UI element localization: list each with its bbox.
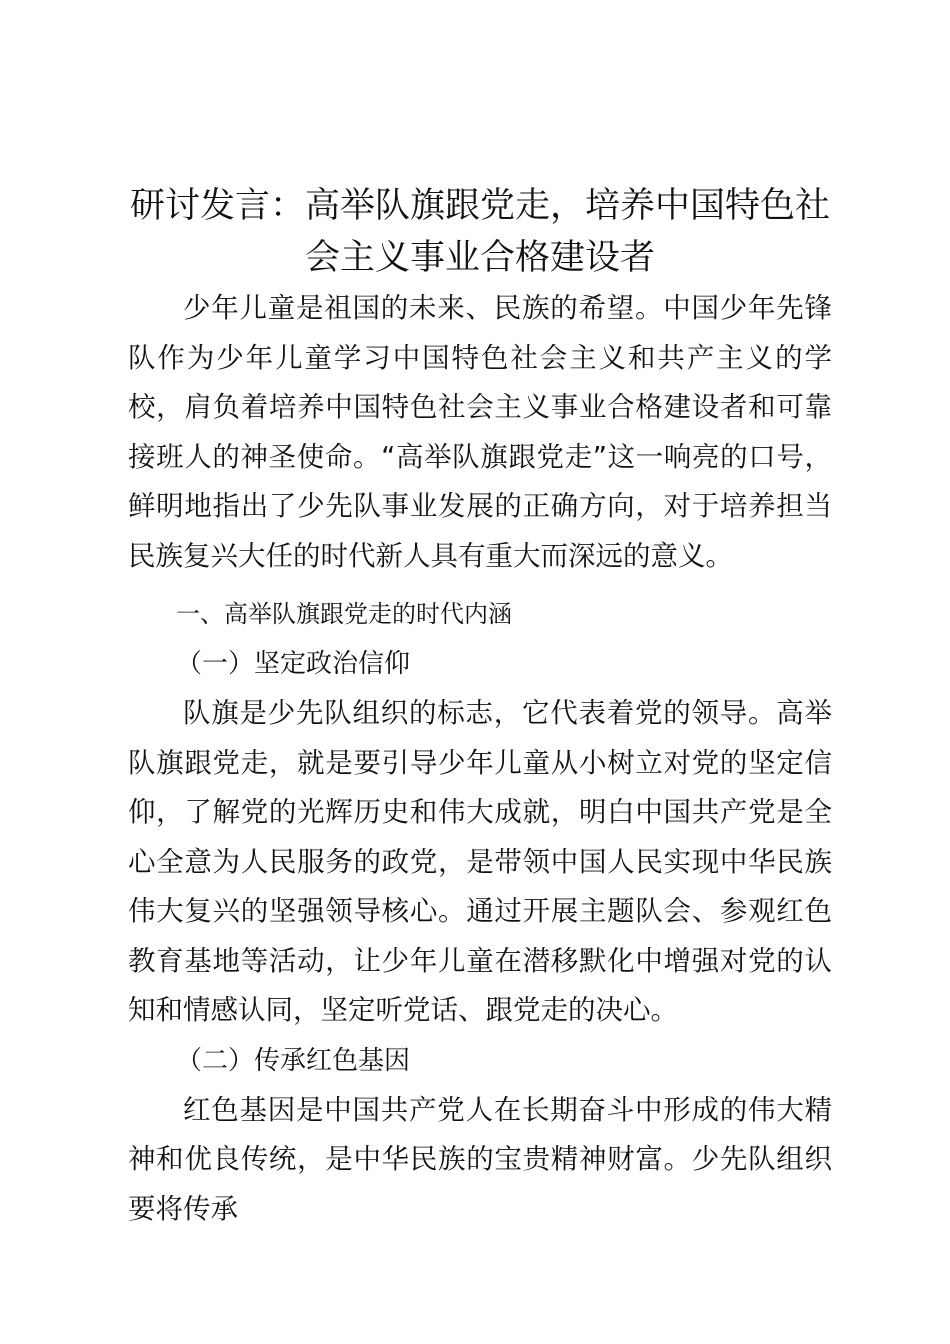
subsection-2-paragraph: 红色基因是中国共产党人在长期奋斗中形成的伟大精神和优良传统，是中华民族的宝贵精神财富。少先队组织要将传承 (128, 1093, 832, 1225)
document-body (128, 180, 832, 1234)
spacer (128, 581, 832, 589)
title-line-2: 会主义事业合格建设者 (304, 238, 655, 278)
title-line-1: 研讨发言：高举队旗跟党走，培养中国特色社 (129, 186, 830, 226)
intro-paragraph: 少年儿童是祖国的未来、民族的希望。中国少年先锋队作为少年儿童学习中国特色社会主义和共产主义的学校，肩负着培养中国特色社会主义事业合格建设者和可靠接班人的神圣使命。“高举队旗跟党走”这一响亮的口号，鲜明地指出了少先队事业发展的正确方向，对于培养担当民族复兴大任的时代新人具有重大而深远的意义。 (128, 292, 832, 572)
section-1-heading: 一、高举队旗跟党走的时代内涵 (176, 600, 512, 628)
subsection-1-heading: （一）坚定政治信仰 (176, 649, 411, 679)
subsection-2-heading: （二）传承红色基因 (176, 1045, 411, 1076)
document-title (128, 180, 832, 284)
subsection-1-paragraph: 队旗是少先队组织的标志，它代表着党的领导。高举队旗跟党走，就是要引导少年儿童从小树立对党的坚定信仰，了解党的光辉历史和伟大成就，明白中国共产党是全心全意为人民服务的政党，是带领中国人民实现中华民族伟大复兴的坚强领导核心。通过开展主题队会、参观红色教育基地等活动，让少年儿童在潜移默化中增强对党的认知和情感认同，坚定听党话、跟党走的决心。 (128, 697, 832, 1026)
